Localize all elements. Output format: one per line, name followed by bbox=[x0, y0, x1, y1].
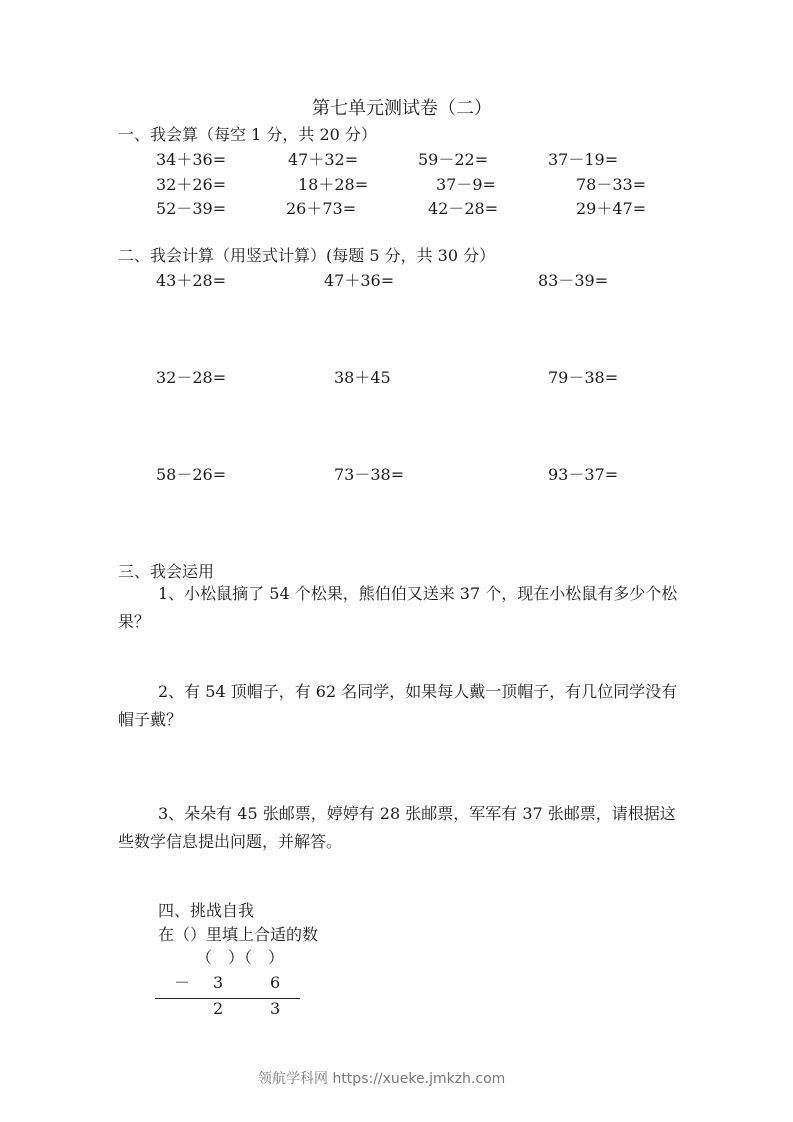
vertical-calc-item: 32－28= bbox=[156, 368, 227, 387]
word-problem-1: 1、小松鼠摘了 54 个松果，熊伯伯又送来 37 个，现在小松鼠有多少个松果？ bbox=[118, 584, 678, 631]
calc-item: 78－33= bbox=[576, 175, 647, 194]
calc-item: 52－39= bbox=[156, 199, 227, 218]
vertical-calc-item: 79－38= bbox=[548, 368, 619, 387]
section2-heading: 二、我会计算（用竖式计算）(每题 5 分，共 30 分） bbox=[118, 246, 496, 265]
calc-item: 32＋26= bbox=[156, 175, 227, 194]
calc-item: 37－9= bbox=[436, 175, 496, 194]
subtrahend-tens: 3 bbox=[213, 973, 224, 992]
minus-sign: － bbox=[174, 973, 191, 992]
calc-item: 59－22= bbox=[418, 150, 489, 169]
subtrahend-ones: 6 bbox=[270, 973, 281, 992]
vertical-calc-item: 83－39= bbox=[538, 271, 609, 290]
calc-item: 29＋47= bbox=[576, 199, 647, 218]
vertical-calc-item: 58－26= bbox=[156, 465, 227, 484]
vertical-calc-item: 38＋45 bbox=[334, 368, 391, 387]
calc-item: 42－28= bbox=[428, 199, 499, 218]
calc-item: 18＋28= bbox=[298, 175, 369, 194]
calc-item: 34＋36= bbox=[156, 150, 227, 169]
page-title: 第七单元测试卷（二） bbox=[312, 98, 492, 119]
word-problem-3: 3、朵朵有 45 张邮票，婷婷有 28 张邮票，军军有 37 张邮票，请根据这些数学信息提出问题，并解答。 bbox=[118, 804, 676, 851]
word-problem-2: 2、有 54 顶帽子，有 62 名同学，如果每人戴一顶帽子，有几位同学没有帽子戴？ bbox=[118, 682, 678, 729]
result-tens: 2 bbox=[213, 999, 224, 1018]
section4-heading: 四、挑战自我 bbox=[158, 901, 255, 920]
result-ones: 3 bbox=[270, 999, 281, 1018]
section1-heading: 一、我会算（每空 1 分，共 20 分） bbox=[118, 125, 377, 144]
vertical-calc-item: 43＋28= bbox=[156, 271, 227, 290]
calc-item: 26＋73= bbox=[286, 199, 357, 218]
answer-blanks: （ ）（ ） bbox=[196, 948, 285, 967]
vertical-calc-item: 93－37= bbox=[548, 465, 619, 484]
vertical-calc-item: 73－38= bbox=[334, 465, 405, 484]
calc-item: 37－19= bbox=[548, 150, 619, 169]
section3-heading: 三、我会运用 bbox=[118, 562, 215, 581]
footer-watermark: 领航学科网 https://xueke.jmkzh.com bbox=[258, 1071, 506, 1087]
vertical-calc-item: 47＋36= bbox=[324, 271, 395, 290]
section4-instruction: 在（）里填上合适的数 bbox=[158, 925, 319, 944]
calc-item: 47＋32= bbox=[288, 150, 359, 169]
